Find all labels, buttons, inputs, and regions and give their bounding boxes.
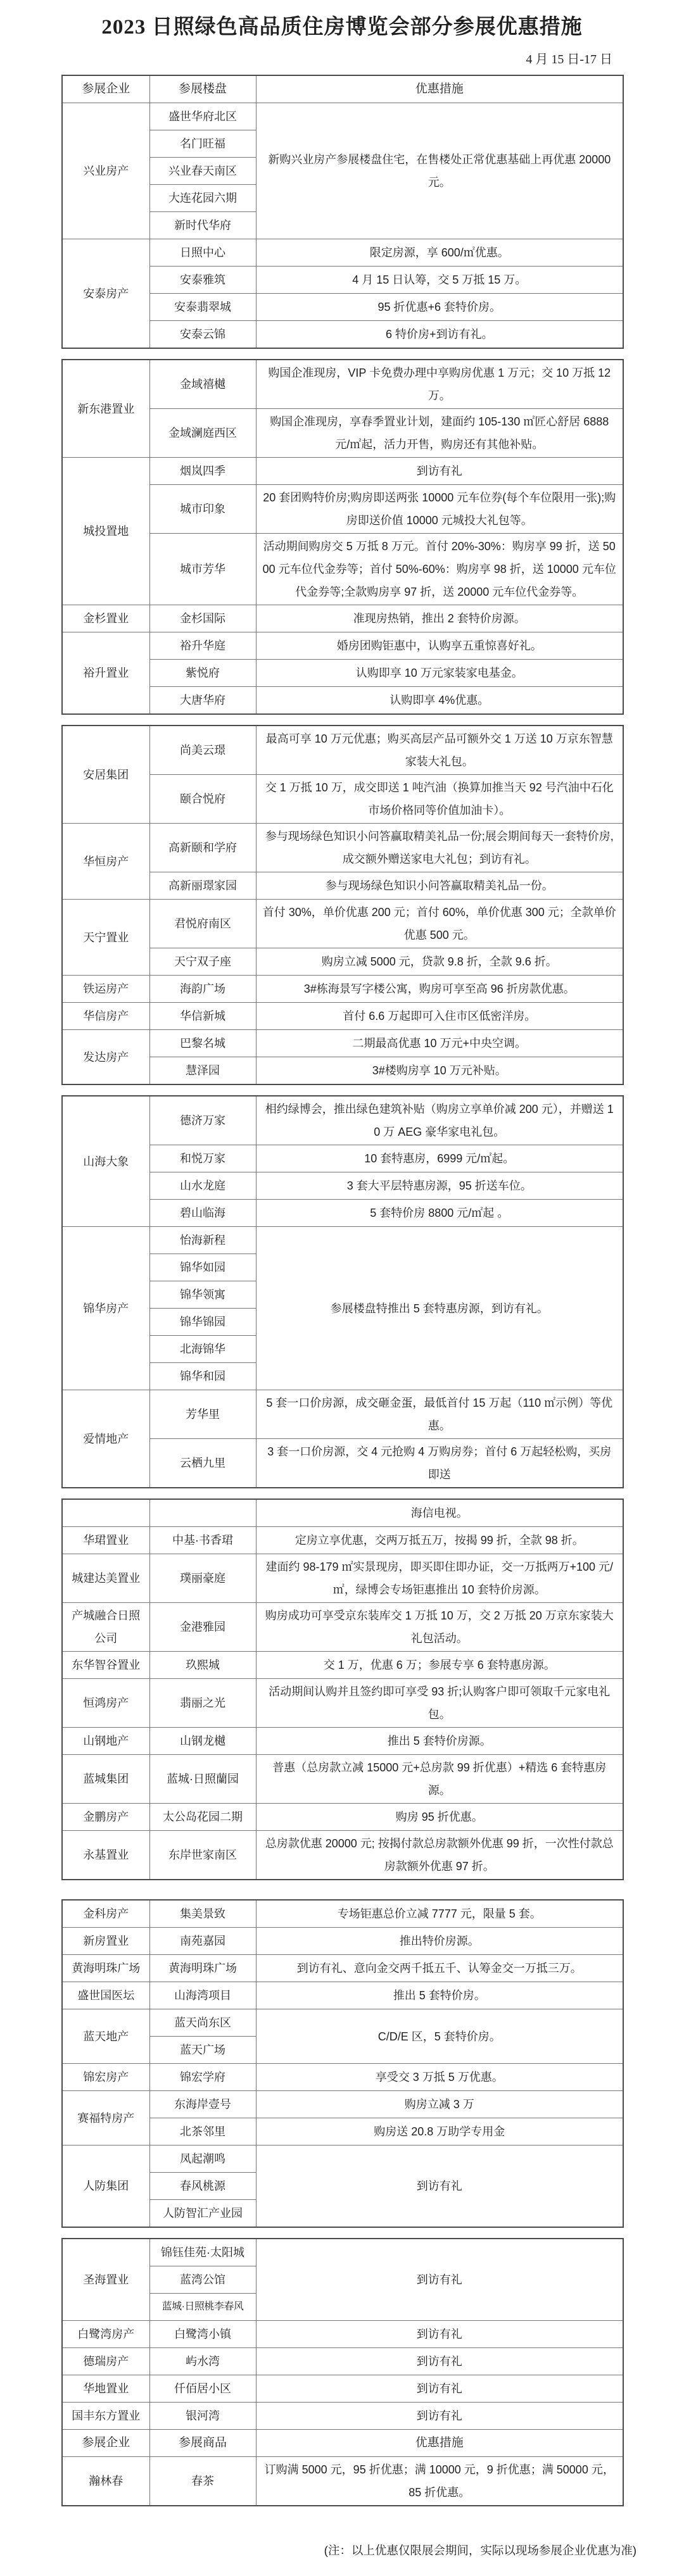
property-cell: 山钢龙樾: [149, 1728, 256, 1755]
company-cell: 赛福特房产: [62, 2091, 149, 2146]
company-cell: 兴业房产: [62, 103, 149, 239]
table-row: [62, 2064, 623, 2091]
property-cell: 金域禧樾: [149, 360, 256, 409]
table-block-1: [61, 75, 624, 349]
offer-cell: C/D/E 区，5 套特价房。: [256, 2009, 623, 2064]
company-cell: 产城融合日照公司: [62, 1603, 149, 1652]
table-row: [62, 1652, 623, 1679]
offer-cell: 购房立减 5000 元，贷款 9.8 折，全款 9.6 折。: [256, 948, 623, 976]
table-row: [62, 1755, 623, 1804]
offer-cell: 活动期间购房交 5 万抵 8 万元。首付 20%-30%：购房享 99 折，送 5000 元车位代金券等；首付 50%-60%：购房享 98 折，送 10000 元车位代金券等;全款购房享 97 折，送 20000 元车位代金券等。: [256, 534, 623, 605]
company-cell: 蓝天地产: [62, 2009, 149, 2064]
offer-cell: 相约绿博会，推出绿色建筑补贴（购房立享单价减 200 元），并赠送 10 万 AEG 豪华家电礼包。: [256, 1096, 623, 1145]
offer-cell: 新购兴业房产参展楼盘住宅，在售楼处正常优惠基础上再优惠 20000 元。: [256, 103, 623, 239]
property-cell: 人防智汇产业园: [149, 2200, 256, 2228]
offer-cell: 定房立享优惠，交两万抵五万，按揭 99 折，全款 98 折。: [256, 1527, 623, 1554]
offer-cell: 最高可享 10 万元优惠；购买高层产品可额外交 1 万送 10 万京东智慧家装大礼包。: [256, 726, 623, 775]
property-cell: 锦华和园: [149, 1363, 256, 1390]
property-cell: 东海岸壹号: [149, 2091, 256, 2118]
company-cell: 东华智谷置业: [62, 1652, 149, 1679]
company-cell: 国丰东方置业: [62, 2403, 149, 2430]
property-cell: 翡丽之光: [149, 1679, 256, 1728]
table-row: [62, 2091, 623, 2118]
property-cell: 怡海新程: [149, 1227, 256, 1254]
table-row: [62, 103, 623, 130]
property-cell: 金域澜庭西区: [149, 409, 256, 458]
date-range: 4 月 15 日-17 日: [526, 53, 612, 66]
company-cell: 铁运房产: [62, 976, 149, 1003]
offer-cell: 到访有礼: [256, 2403, 623, 2430]
property-cell: 山水龙庭: [149, 1172, 256, 1200]
property-cell: 颐合悦府: [149, 775, 256, 824]
offer-cell: 购房立减 3 万: [256, 2091, 623, 2118]
table-row: [62, 824, 623, 872]
property-cell: 兴业春天南区: [149, 158, 256, 185]
property-cell: 高新丽璟家园: [149, 872, 256, 900]
company-cell: 锦宏房产: [62, 2064, 149, 2091]
company-cell: 爱情地产: [62, 1390, 149, 1488]
company-cell: 安泰房产: [62, 239, 149, 349]
footnote: (注：以上优惠仅限展会期间，实际以现场参展企业优惠为准): [324, 2544, 636, 2557]
offer-cell: 到访有礼: [256, 2239, 623, 2321]
property-cell: 黄海明珠广场: [149, 1955, 256, 1982]
company-cell: 圣海置业: [62, 2239, 149, 2321]
property-cell: 仟佰居小区: [149, 2375, 256, 2403]
table-row: [62, 1679, 623, 1728]
table-row: [62, 1955, 623, 1982]
table-block-4: [61, 1095, 624, 1488]
table-row: [62, 2403, 623, 2430]
offer-cell: 到访有礼、意向金交两千抵五千、认筹金交一万抵三万。: [256, 1955, 623, 1982]
offers-table-root: [61, 75, 623, 2506]
table-row: [62, 1030, 623, 1057]
offer-cell: 购房成功可享受京东装库交 1 万抵 10 万，交 2 万抵 20 万京东家装大礼包活动。: [256, 1603, 623, 1652]
column-header-company: 参展企业: [62, 2430, 149, 2457]
offer-cell: 20 套团购特价房;购房即送两张 10000 元车位券(每个车位限用一张);购房即送价值 10000 元城投大礼包等。: [256, 485, 623, 534]
company-cell: [62, 1499, 149, 1527]
offer-cell: 认购即享 10 万元家装家电基金。: [256, 660, 623, 687]
offer-cell: 10 套特惠房，6999 元/㎡起。: [256, 1145, 623, 1172]
offer-cell: 购国企准现房，VIP 卡免费办理中享购房优惠 1 万元；交 10 万抵 12 万。: [256, 360, 623, 409]
property-cell: 玖熙城: [149, 1652, 256, 1679]
property-cell: 烟岚四季: [149, 458, 256, 485]
table-row: [62, 239, 623, 267]
table-row: [62, 2146, 623, 2173]
property-cell: 春茶: [149, 2457, 256, 2506]
table-row: [62, 2009, 623, 2037]
property-cell: 巴黎名城: [149, 1030, 256, 1057]
table-row: [62, 2321, 623, 2348]
table-row: [62, 1096, 623, 1145]
table-row: [62, 632, 623, 660]
offer-cell: 95 折优惠+6 套特价房。: [256, 294, 623, 321]
offer-cell: 普惠（总房款立减 15000 元+总房款 99 折优惠）+精选 6 套特惠房源。: [256, 1755, 623, 1804]
property-cell: 日照中心: [149, 239, 256, 267]
offer-cell: 准现房热销，推出 2 套特价房源。: [256, 605, 623, 632]
table-row: [62, 458, 623, 485]
table-row: [62, 2348, 623, 2375]
property-cell: 金杉国际: [149, 605, 256, 632]
offer-cell: 婚房团购钜惠中，认购享五重惊喜好礼。: [256, 632, 623, 660]
table-row: [62, 1831, 623, 1880]
company-cell: 城投置地: [62, 458, 149, 605]
property-cell: 蓝城·日照桃李春风: [149, 2294, 256, 2321]
company-cell: 山海大象: [62, 1096, 149, 1227]
property-cell: 银河湾: [149, 2403, 256, 2430]
property-cell: 屿水湾: [149, 2348, 256, 2375]
property-cell: 碧山临海: [149, 1200, 256, 1227]
table-row: [62, 1003, 623, 1030]
company-cell: 山钢地产: [62, 1728, 149, 1755]
table-row: [62, 1527, 623, 1554]
offer-cell: 4 月 15 日认筹，交 5 万抵 15 万。: [256, 267, 623, 294]
property-cell: 华信新城: [149, 1003, 256, 1030]
offer-cell: 推出 5 套特价房。: [256, 1982, 623, 2009]
offer-cell: 到访有礼: [256, 458, 623, 485]
table-row: [62, 2375, 623, 2403]
property-cell: [149, 1499, 256, 1527]
offer-cell: 交 1 万抵 10 万，成交即送 1 吨汽油（换算加推当天 92 号汽油中石化市场价格同等价值加油卡）。: [256, 775, 623, 824]
property-cell: 君悦府南区: [149, 900, 256, 948]
table-row: [62, 1928, 623, 1955]
company-cell: 白鹭湾房产: [62, 2321, 149, 2348]
property-cell: 和悦万家: [149, 1145, 256, 1172]
table-row: [62, 1728, 623, 1755]
property-cell: 璞丽豪庭: [149, 1554, 256, 1603]
table-row: [62, 1804, 623, 1831]
offer-cell: 5 套一口价房源，成交砸金蛋，最低首付 15 万起（110 ㎡示例）等优惠。: [256, 1390, 623, 1439]
offer-cell: 到访有礼: [256, 2146, 623, 2228]
table-row: [62, 605, 623, 632]
table-row: [62, 726, 623, 775]
company-cell: 华地置业: [62, 2375, 149, 2403]
property-cell: 蓝天尚东区: [149, 2009, 256, 2037]
table-row: [62, 1499, 623, 1527]
table-row: [62, 360, 623, 409]
property-cell: 城市芳华: [149, 534, 256, 605]
table-row: [62, 1603, 623, 1652]
offer-cell: 6 特价房+到访有礼。: [256, 321, 623, 349]
table-subheader-row: [62, 2430, 623, 2457]
offer-cell: 订购满 5000 元，95 折优惠；满 10000 元，9 折优惠；满 50000 元，85 折优惠。: [256, 2457, 623, 2506]
property-cell: 山海湾项目: [149, 1982, 256, 2009]
property-cell: 南苑嘉园: [149, 1928, 256, 1955]
column-header-offer: 优惠措施: [256, 75, 623, 103]
company-cell: 人防集团: [62, 2146, 149, 2228]
property-cell: 集美景致: [149, 1900, 256, 1928]
offer-cell: 购房 95 折优惠。: [256, 1804, 623, 1831]
property-cell: 北茶邻里: [149, 2118, 256, 2146]
company-cell: 金科房产: [62, 1900, 149, 1928]
offer-cell: 购房送 20.8 万助学专用金: [256, 2118, 623, 2146]
property-cell: 东岸世家南区: [149, 1831, 256, 1880]
property-cell: 裕升华庭: [149, 632, 256, 660]
property-cell: 春风桃源: [149, 2173, 256, 2200]
table-row: [62, 1982, 623, 2009]
property-cell: 大连花园六期: [149, 185, 256, 212]
offer-cell: 3#栋海景写字楼公寓，购房可享至高 96 折房款优惠。: [256, 976, 623, 1003]
offer-cell: 首付 30%，单价优惠 200 元；首付 60%，单价优惠 300 元；全款单价优惠 500 元。: [256, 900, 623, 948]
table-header-row: [62, 75, 623, 103]
property-cell: 紫悦府: [149, 660, 256, 687]
property-cell: 天宁双子座: [149, 948, 256, 976]
property-cell: 芳华里: [149, 1390, 256, 1439]
property-cell: 安泰翡翠城: [149, 294, 256, 321]
offer-cell: 参与现场绿色知识小问答赢取精美礼品一份;展会期间每天一套特价房,成交额外赠送家电大礼包；到访有礼。: [256, 824, 623, 872]
table-block-7: [61, 2238, 624, 2506]
offer-cell: 到访有礼: [256, 2348, 623, 2375]
company-cell: 新东港置业: [62, 360, 149, 458]
property-cell: 白鹭湾小镇: [149, 2321, 256, 2348]
table-row: [62, 1227, 623, 1254]
page-title: 2023 日照绿色高品质住房博览会部分参展优惠措施: [101, 16, 583, 39]
property-cell: 锦华如园: [149, 1254, 256, 1281]
property-cell: 名门旺福: [149, 130, 256, 158]
column-header-company: 参展企业: [62, 75, 149, 103]
property-cell: 蓝湾公馆: [149, 2266, 256, 2294]
table-block-5: [61, 1498, 624, 1880]
offer-cell: 建面约 98-179 ㎡实景现房，即买即住即办证，交一万抵两万+100 元/㎡，绿博会专场钜惠推出 10 套特价房源。: [256, 1554, 623, 1603]
table-row: [62, 1900, 623, 1928]
table-row: [62, 1554, 623, 1603]
offer-cell: 3 套大平层特惠房源，95 折送车位。: [256, 1172, 623, 1200]
table-row: [62, 2457, 623, 2506]
company-cell: 天宁置业: [62, 900, 149, 976]
property-cell: 锦华领寓: [149, 1281, 256, 1309]
company-cell: 金杉置业: [62, 605, 149, 632]
offer-cell: 推出 5 套特价房源。: [256, 1728, 623, 1755]
property-cell: 慧泽园: [149, 1057, 256, 1085]
company-cell: 瀚林春: [62, 2457, 149, 2506]
company-cell: 城建达美置业: [62, 1554, 149, 1603]
property-cell: 高新颐和学府: [149, 824, 256, 872]
company-cell: 盛世国医坛: [62, 1982, 149, 2009]
offer-cell: 推出特价房源。: [256, 1928, 623, 1955]
property-cell: 尚美云璟: [149, 726, 256, 775]
property-cell: 大唐华府: [149, 687, 256, 715]
offer-cell: 二期最高优惠 10 万元+中央空调。: [256, 1030, 623, 1057]
offer-cell: 专场钜惠总价立减 7777 元，限量 5 套。: [256, 1900, 623, 1928]
property-cell: 盛世华府北区: [149, 103, 256, 130]
property-cell: 海韵广场: [149, 976, 256, 1003]
property-cell: 城市印象: [149, 485, 256, 534]
property-cell: 北海锦华: [149, 1336, 256, 1363]
offer-cell: 限定房源，享 600/㎡优惠。: [256, 239, 623, 267]
property-cell: 安泰雅筑: [149, 267, 256, 294]
offer-cell: 3#楼购房享 10 万元补贴。: [256, 1057, 623, 1085]
table-block-3: [61, 725, 624, 1085]
property-cell: 凤起潮鸣: [149, 2146, 256, 2173]
property-cell: 蓝城·日照蘭园: [149, 1755, 256, 1804]
offer-cell: 享受交 3 万抵 5 万优惠。: [256, 2064, 623, 2091]
offer-cell: 到访有礼: [256, 2321, 623, 2348]
offer-cell: 3 套一口价房源，交 4 元抢购 4 万购房券；首付 6 万起轻松购，买房即送: [256, 1439, 623, 1488]
table-row: [62, 1390, 623, 1439]
offer-cell: 总房款优惠 20000 元; 按揭付款总房款额外优惠 99 折，一次性付款总房款额外优惠 97 折。: [256, 1831, 623, 1880]
company-cell: 锦华房产: [62, 1227, 149, 1390]
property-cell: 锦宏学府: [149, 2064, 256, 2091]
company-cell: 裕升置业: [62, 632, 149, 715]
company-cell: 德瑞房产: [62, 2348, 149, 2375]
column-header-property: 参展楼盘: [149, 75, 256, 103]
property-cell: 云栖九里: [149, 1439, 256, 1488]
property-cell: 中基·书香珺: [149, 1527, 256, 1554]
company-cell: 黄海明珠广场: [62, 1955, 149, 1982]
company-cell: 蓝城集团: [62, 1755, 149, 1804]
company-cell: 安居集团: [62, 726, 149, 824]
property-cell: 锦华锦园: [149, 1309, 256, 1336]
property-cell: 蓝天广场: [149, 2037, 256, 2064]
table-block-2: [61, 359, 624, 715]
property-cell: 德济万家: [149, 1096, 256, 1145]
table-block-6: [61, 1899, 624, 2228]
property-cell: 金港雅园: [149, 1603, 256, 1652]
property-cell: 安泰云锦: [149, 321, 256, 349]
offer-cell: 海信电视。: [256, 1499, 623, 1527]
company-cell: 新房置业: [62, 1928, 149, 1955]
offer-cell: 交 1 万，优惠 6 万；参展专享 6 套特惠房源。: [256, 1652, 623, 1679]
table-row: [62, 2239, 623, 2266]
table-row: [62, 900, 623, 948]
column-header-offer: 优惠措施: [256, 2430, 623, 2457]
property-cell: 锦钰佳苑·太阳城: [149, 2239, 256, 2266]
company-cell: 恒鸿房产: [62, 1679, 149, 1728]
company-cell: 华珺置业: [62, 1527, 149, 1554]
offer-cell: 认购即享 4%优惠。: [256, 687, 623, 715]
offer-cell: 首付 6.6 万起即可入住市区低密洋房。: [256, 1003, 623, 1030]
property-cell: 太公岛花园二期: [149, 1804, 256, 1831]
offer-cell: 购国企准现房，享春季置业计划，建面约 105-130 ㎡匠心舒居 6888 元/㎡起，活力开售，购房还有其他补贴。: [256, 409, 623, 458]
company-cell: 华信房产: [62, 1003, 149, 1030]
company-cell: 金鹏房产: [62, 1804, 149, 1831]
company-cell: 华恒房产: [62, 824, 149, 900]
company-cell: 永基置业: [62, 1831, 149, 1880]
offer-cell: 5 套特价房 8800 元/㎡起 。: [256, 1200, 623, 1227]
company-cell: 发达房产: [62, 1030, 149, 1085]
column-header-property: 参展商品: [149, 2430, 256, 2457]
offer-cell: 参展楼盘特推出 5 套特惠房源，到访有礼。: [256, 1227, 623, 1390]
offer-cell: 参与现场绿色知识小问答赢取精美礼品一份。: [256, 872, 623, 900]
table-row: [62, 976, 623, 1003]
offer-cell: 到访有礼: [256, 2375, 623, 2403]
offer-cell: 活动期间认购并且签约即可享受 93 折;认购客户即可领取千元家电礼包。: [256, 1679, 623, 1728]
property-cell: 新时代华府: [149, 212, 256, 239]
